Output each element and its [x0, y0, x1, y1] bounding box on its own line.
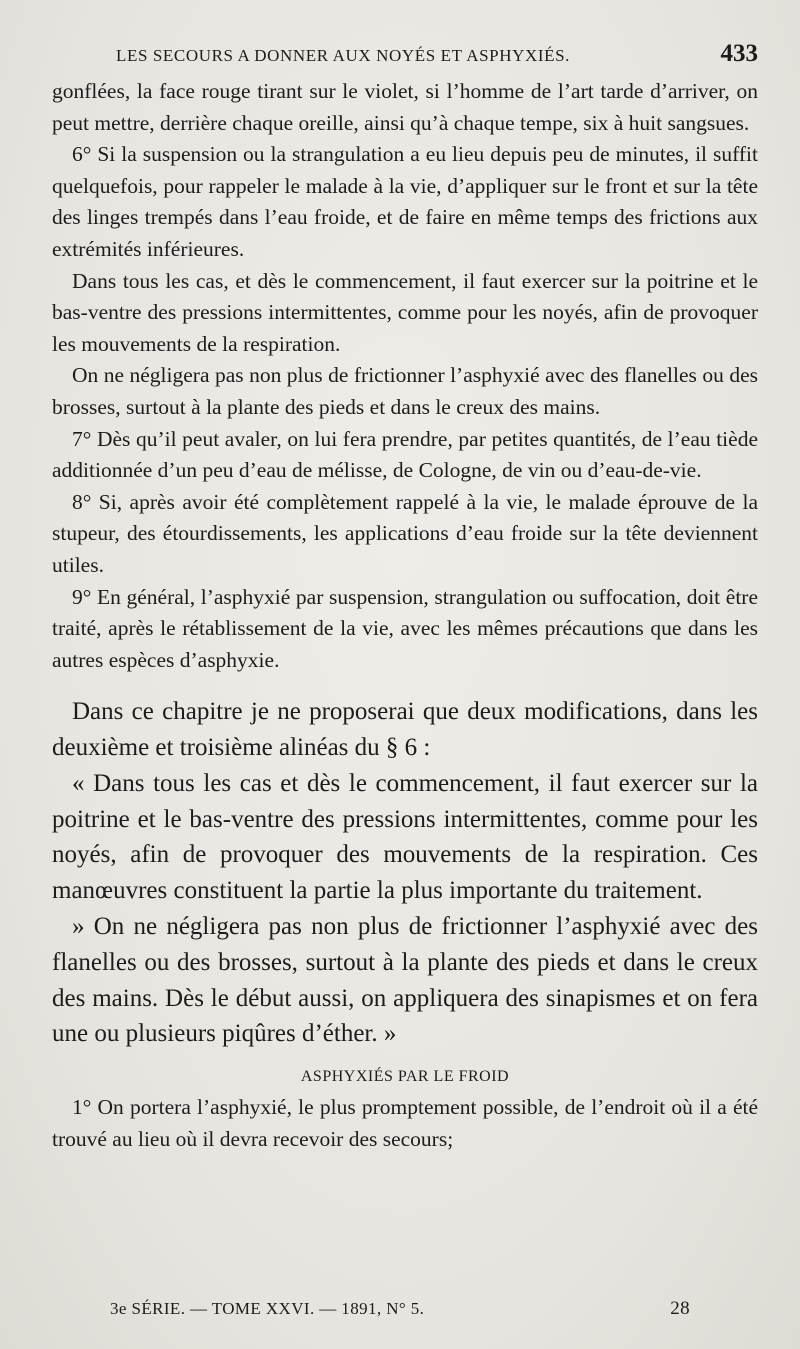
paragraph: 1° On portera l’asphyxié, le plus promptement possible, de l’endroit où il a été trouvé au lieu où il devra recevoir des secours;	[52, 1095, 758, 1151]
paragraph: 7° Dès qu’il peut avaler, on lui fera prendre, par petites quantités, de l’eau tiède additionnée d’un peu d’eau de mélisse, de Cologne, de vin ou d’eau-de-vie.	[52, 426, 758, 483]
signature-mark: 28	[670, 1298, 690, 1319]
small-text-block	[52, 76, 758, 676]
quoted-paragraph: « Dans tous les cas et dès le commencement, il faut exercer sur la poitrine et le bas-ventre des pressions intermittentes, comme pour les noyés, afin de provoquer des mouvements de la respiration. Ces manœuvres constituent la partie la plus importante du traitement.	[52, 769, 758, 905]
page-number: 433	[720, 40, 758, 67]
page-footer	[110, 1298, 690, 1320]
quoted-paragraph: » On ne négligera pas non plus de frictionner l’asphyxié avec des flanelles ou des brosses, surtout à la plante des pieds et dans le creux des mains. Dès le début aussi, on appliquera des sinapismes et on fera une ou plusieurs piqûres d’éther. »	[52, 913, 758, 1048]
section-heading: ASPHYXIÉS PAR LE FROID	[300, 1068, 510, 1086]
paragraph: Dans tous les cas, et dès le commencement, il faut exercer sur la poitrine et le bas-ventre des pressions intermittentes, comme pour les noyés, afin de provoquer les mouvements de la respiration.	[52, 268, 758, 356]
paragraph: Dans ce chapitre je ne proposerai que deux modifications, dans les deuxième et troisième alinéas du § 6 :	[52, 698, 758, 762]
paragraph: 8° Si, après avoir été complètement rappelé à la vie, le malade éprouve de la stupeur, des étourdissements, les applications d’eau froide sur la tête deviennent utiles.	[52, 489, 758, 577]
large-text-block	[52, 694, 758, 1052]
paragraph: gonflées, la face rouge tirant sur le violet, si l’homme de l’art tarde d’arriver, on peut mettre, derrière chaque oreille, ainsi qu’à chaque tempe, six à huit sangsues.	[52, 79, 758, 135]
running-head	[52, 40, 758, 76]
series-info: 3e SÉRIE. — TOME XXVI. — 1891, N° 5.	[110, 1299, 425, 1318]
section-text-block	[52, 1092, 758, 1155]
paragraph: On ne négligera pas non plus de frictionner l’asphyxié avec des flanelles ou des brosses, surtout à la plante des pieds et dans le creux des mains.	[52, 363, 758, 419]
running-title: LES SECOURS A DONNER AUX NOYÉS ET ASPHYXIÉS.	[116, 46, 570, 65]
paragraph: 9° En général, l’asphyxié par suspension, strangulation ou suffocation, doit être traité, après le rétablissement de la vie, avec les mêmes précautions que dans les autres espèces d’asphyxie.	[52, 584, 758, 672]
paragraph: 6° Si la suspension ou la strangulation a eu lieu depuis peu de minutes, il suffit quelquefois, pour rappeler le malade à la vie, d’appliquer sur le front et sur la tête des linges trempés dans l’eau froide, et de faire en même temps des frictions aux extrémités inférieures.	[52, 142, 758, 261]
